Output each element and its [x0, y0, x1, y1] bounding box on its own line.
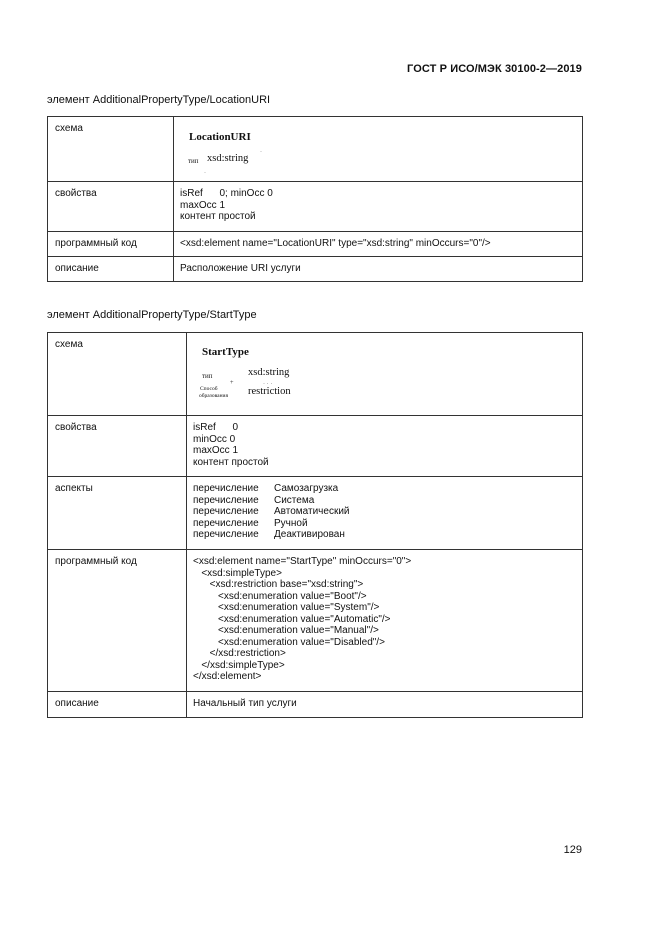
facet-kind: перечисление: [193, 529, 259, 540]
schema-diagram: [193, 337, 576, 411]
schema-type-value: xsd:string: [248, 367, 290, 378]
property-line: контент простой: [193, 456, 269, 468]
schema-type-value: xsd:string: [207, 153, 249, 164]
code-line: <xsd:enumeration value="System"/>: [193, 602, 380, 613]
facet-item: [193, 483, 576, 495]
code-line: <xsd:element name="LocationURI" type="xsd:string" minOccurs="0"/>: [180, 238, 491, 249]
schema-element-name: LocationURI: [189, 131, 251, 143]
code-line: <xsd:enumeration value="Disabled"/>: [193, 636, 385, 648]
facet-value: Автоматический: [274, 506, 350, 517]
schema-dot: +: [230, 380, 234, 386]
properties-row: [48, 182, 583, 232]
schema-type-label: тип: [202, 372, 213, 380]
schema-label: схема: [48, 333, 187, 416]
properties-cell: [187, 416, 583, 477]
facets-label: аспекты: [48, 477, 187, 550]
code-line: <xsd:element name="StartType" minOccurs="0">: [193, 556, 412, 567]
property-line: maxOcc 1: [193, 445, 239, 456]
code-line: <xsd:restriction base="xsd:string">: [193, 579, 364, 590]
document-header: ГОСТ Р ИСО/МЭК 30100-2—2019: [407, 63, 582, 75]
schema-dot: ·: [204, 170, 206, 176]
property-line: minOcc 0: [193, 433, 236, 445]
facet-value: Самозагрузка: [274, 483, 339, 494]
code-line: </xsd:simpleType>: [193, 659, 285, 671]
code-line: <xsd:simpleType>: [193, 567, 282, 579]
code-line: <xsd:enumeration value="Boot"/>: [193, 590, 367, 602]
schema-type-label: тип: [188, 157, 199, 165]
property-line: isRef 0; minOcc 0: [180, 188, 273, 199]
code-label: программный код: [48, 232, 174, 257]
section2-table: [47, 332, 583, 718]
property-line: maxOcc 1: [180, 199, 226, 211]
schema-element-name: StartType: [202, 346, 249, 358]
facets-cell: [187, 477, 583, 550]
code-row: [48, 550, 583, 692]
schema-cell: [187, 333, 583, 416]
schema-row: [48, 333, 583, 416]
facet-kind: перечисление: [193, 517, 259, 529]
description-cell: Расположение URI услуги: [174, 257, 583, 282]
schema-label: схема: [48, 117, 174, 182]
page-number: 129: [563, 844, 582, 856]
code-cell: [174, 232, 583, 257]
property-line: isRef 0: [193, 422, 239, 433]
facet-value: Ручной: [274, 517, 308, 529]
code-label: программный код: [48, 550, 187, 692]
section1-table: [47, 116, 583, 282]
facet-kind: перечисление: [193, 483, 259, 494]
schema-derivation-label: Способ: [200, 386, 218, 392]
description-row: [48, 257, 583, 282]
schema-derivation-value: restriction: [248, 386, 291, 397]
schema-dot: · · ·: [263, 381, 273, 387]
facet-value: Система: [274, 494, 315, 506]
section1-caption: элемент AdditionalPropertyType/LocationURI: [47, 94, 271, 106]
properties-label: свойства: [48, 416, 187, 477]
description-label: описание: [48, 257, 174, 282]
facet-kind: перечисление: [193, 494, 259, 506]
facet-item: [193, 506, 576, 518]
schema-cell: [174, 117, 583, 182]
schema-dot: ·: [260, 149, 262, 155]
properties-cell: [174, 182, 583, 232]
code-line: <xsd:enumeration value="Automatic"/>: [193, 613, 391, 625]
facet-item: [193, 518, 576, 530]
schema-diagram: [180, 121, 576, 177]
code-line: </xsd:element>: [193, 671, 262, 682]
facet-item: [193, 495, 576, 507]
code-line: <xsd:enumeration value="Manual"/>: [193, 625, 379, 636]
facet-value: Деактивирован: [274, 529, 345, 540]
facet-kind: перечисление: [193, 506, 259, 517]
facet-item: [193, 529, 576, 541]
description-label: описание: [48, 692, 187, 718]
property-line: контент простой: [180, 211, 256, 222]
schema-row: [48, 117, 583, 182]
properties-row: [48, 416, 583, 477]
facets-row: [48, 477, 583, 550]
code-row: [48, 232, 583, 257]
description-row: [48, 692, 583, 718]
schema-derivation-label: образования: [199, 393, 229, 399]
code-cell: [187, 550, 583, 692]
description-cell: Начальный тип услуги: [187, 692, 583, 718]
properties-label: свойства: [48, 182, 174, 232]
code-line: </xsd:restriction>: [193, 648, 286, 659]
section2-caption: элемент AdditionalPropertyType/StartType: [47, 309, 257, 321]
